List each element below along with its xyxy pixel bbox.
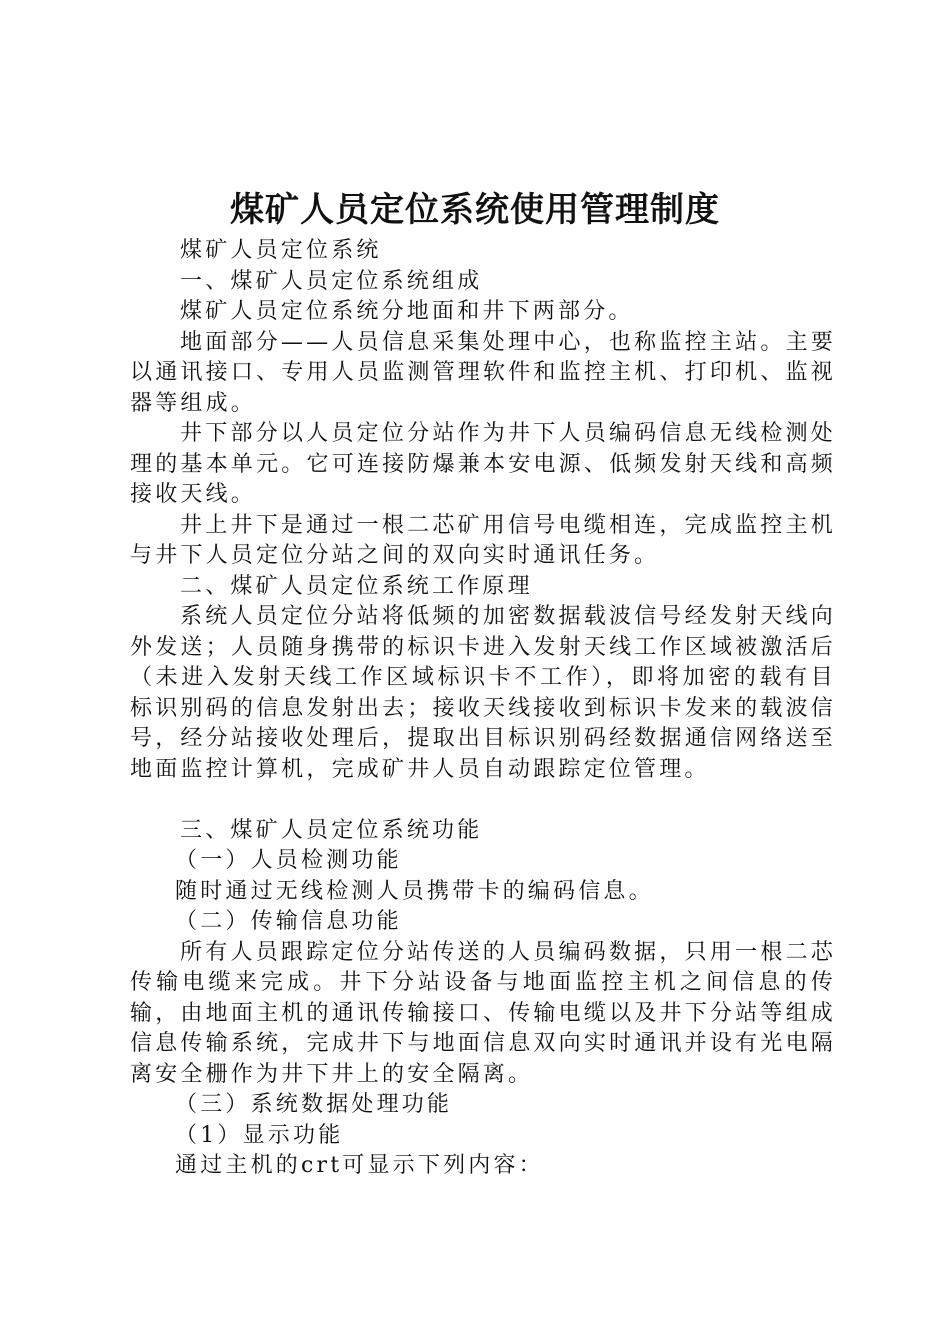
heading-system-composition: 一、煤矿人员定位系统组成 (180, 268, 483, 294)
heading-display-function: （1）显示功能 (175, 1122, 344, 1148)
paragraph-information-transmission: 所有人员跟踪定位分站传送的人员编码数据，只用一根二芯传输电缆来完成。井下分站设备与地面监控主机之间信息的传输，由地面主机的通讯传输接口、传输电缆以及井下分站等组成信息传输系统，完成井下与地面信息双向实时通讯并设有光电隔离安全栅作为井下井上的安全隔离。 (130, 939, 836, 1087)
paragraph-two-parts: 煤矿人员定位系统分地面和井下两部分。 (180, 299, 634, 324)
document-title: 煤矿人员定位系统使用管理制度 (230, 190, 720, 230)
paragraph-personnel-detection: 随时通过无线检测人员携带卡的编码信息。 (175, 878, 654, 904)
heading-system-functions: 三、煤矿人员定位系统功能 (180, 817, 483, 843)
document-body (130, 236, 836, 1182)
paragraph-surface-part: 地面部分——人员信息采集处理中心，也称监控主站。主要以通讯接口、专用人员监测管理软件和监控主机、打印机、监视器等组成。 (130, 329, 836, 416)
heading-data-processing: （三）系统数据处理功能 (175, 1092, 453, 1117)
paragraph-working-principle: 系统人员定位分站将低频的加密数据载波信号经发射天线向外发送；人员随身携带的标识卡进入发射天线工作区域被激活后（未进入发射天线工作区域标识卡不工作），即将加密的载有目标识别码的信息发射出去；接收天线接收到标识卡发来的载波信号，经分站接收处理后，提取出目标识别码经数据通信网络送至地面监控计算机，完成矿井人员自动跟踪定位管理。 (130, 604, 836, 782)
paragraph-underground-part: 井下部分以人员定位分站作为井下人员编码信息无线检测处理的基本单元。它可连接防爆兼本安电源、低频发射天线和高频接收天线。 (130, 421, 836, 507)
paragraph-cable-link: 井上井下是通过一根二芯矿用信号电缆相连，完成监控主机与井下人员定位分站之间的双向实时通讯任务。 (130, 512, 836, 568)
heading-personnel-detection: （一）人员检测功能 (175, 848, 402, 873)
paragraph-crt-display: 通过主机的crt可显示下列内容： (175, 1153, 544, 1178)
heading-information-transmission: （二）传输信息功能 (175, 909, 402, 934)
paragraph-system-name: 煤矿人员定位系统 (180, 238, 382, 263)
heading-working-principle: 二、煤矿人员定位系统工作原理 (180, 573, 533, 599)
